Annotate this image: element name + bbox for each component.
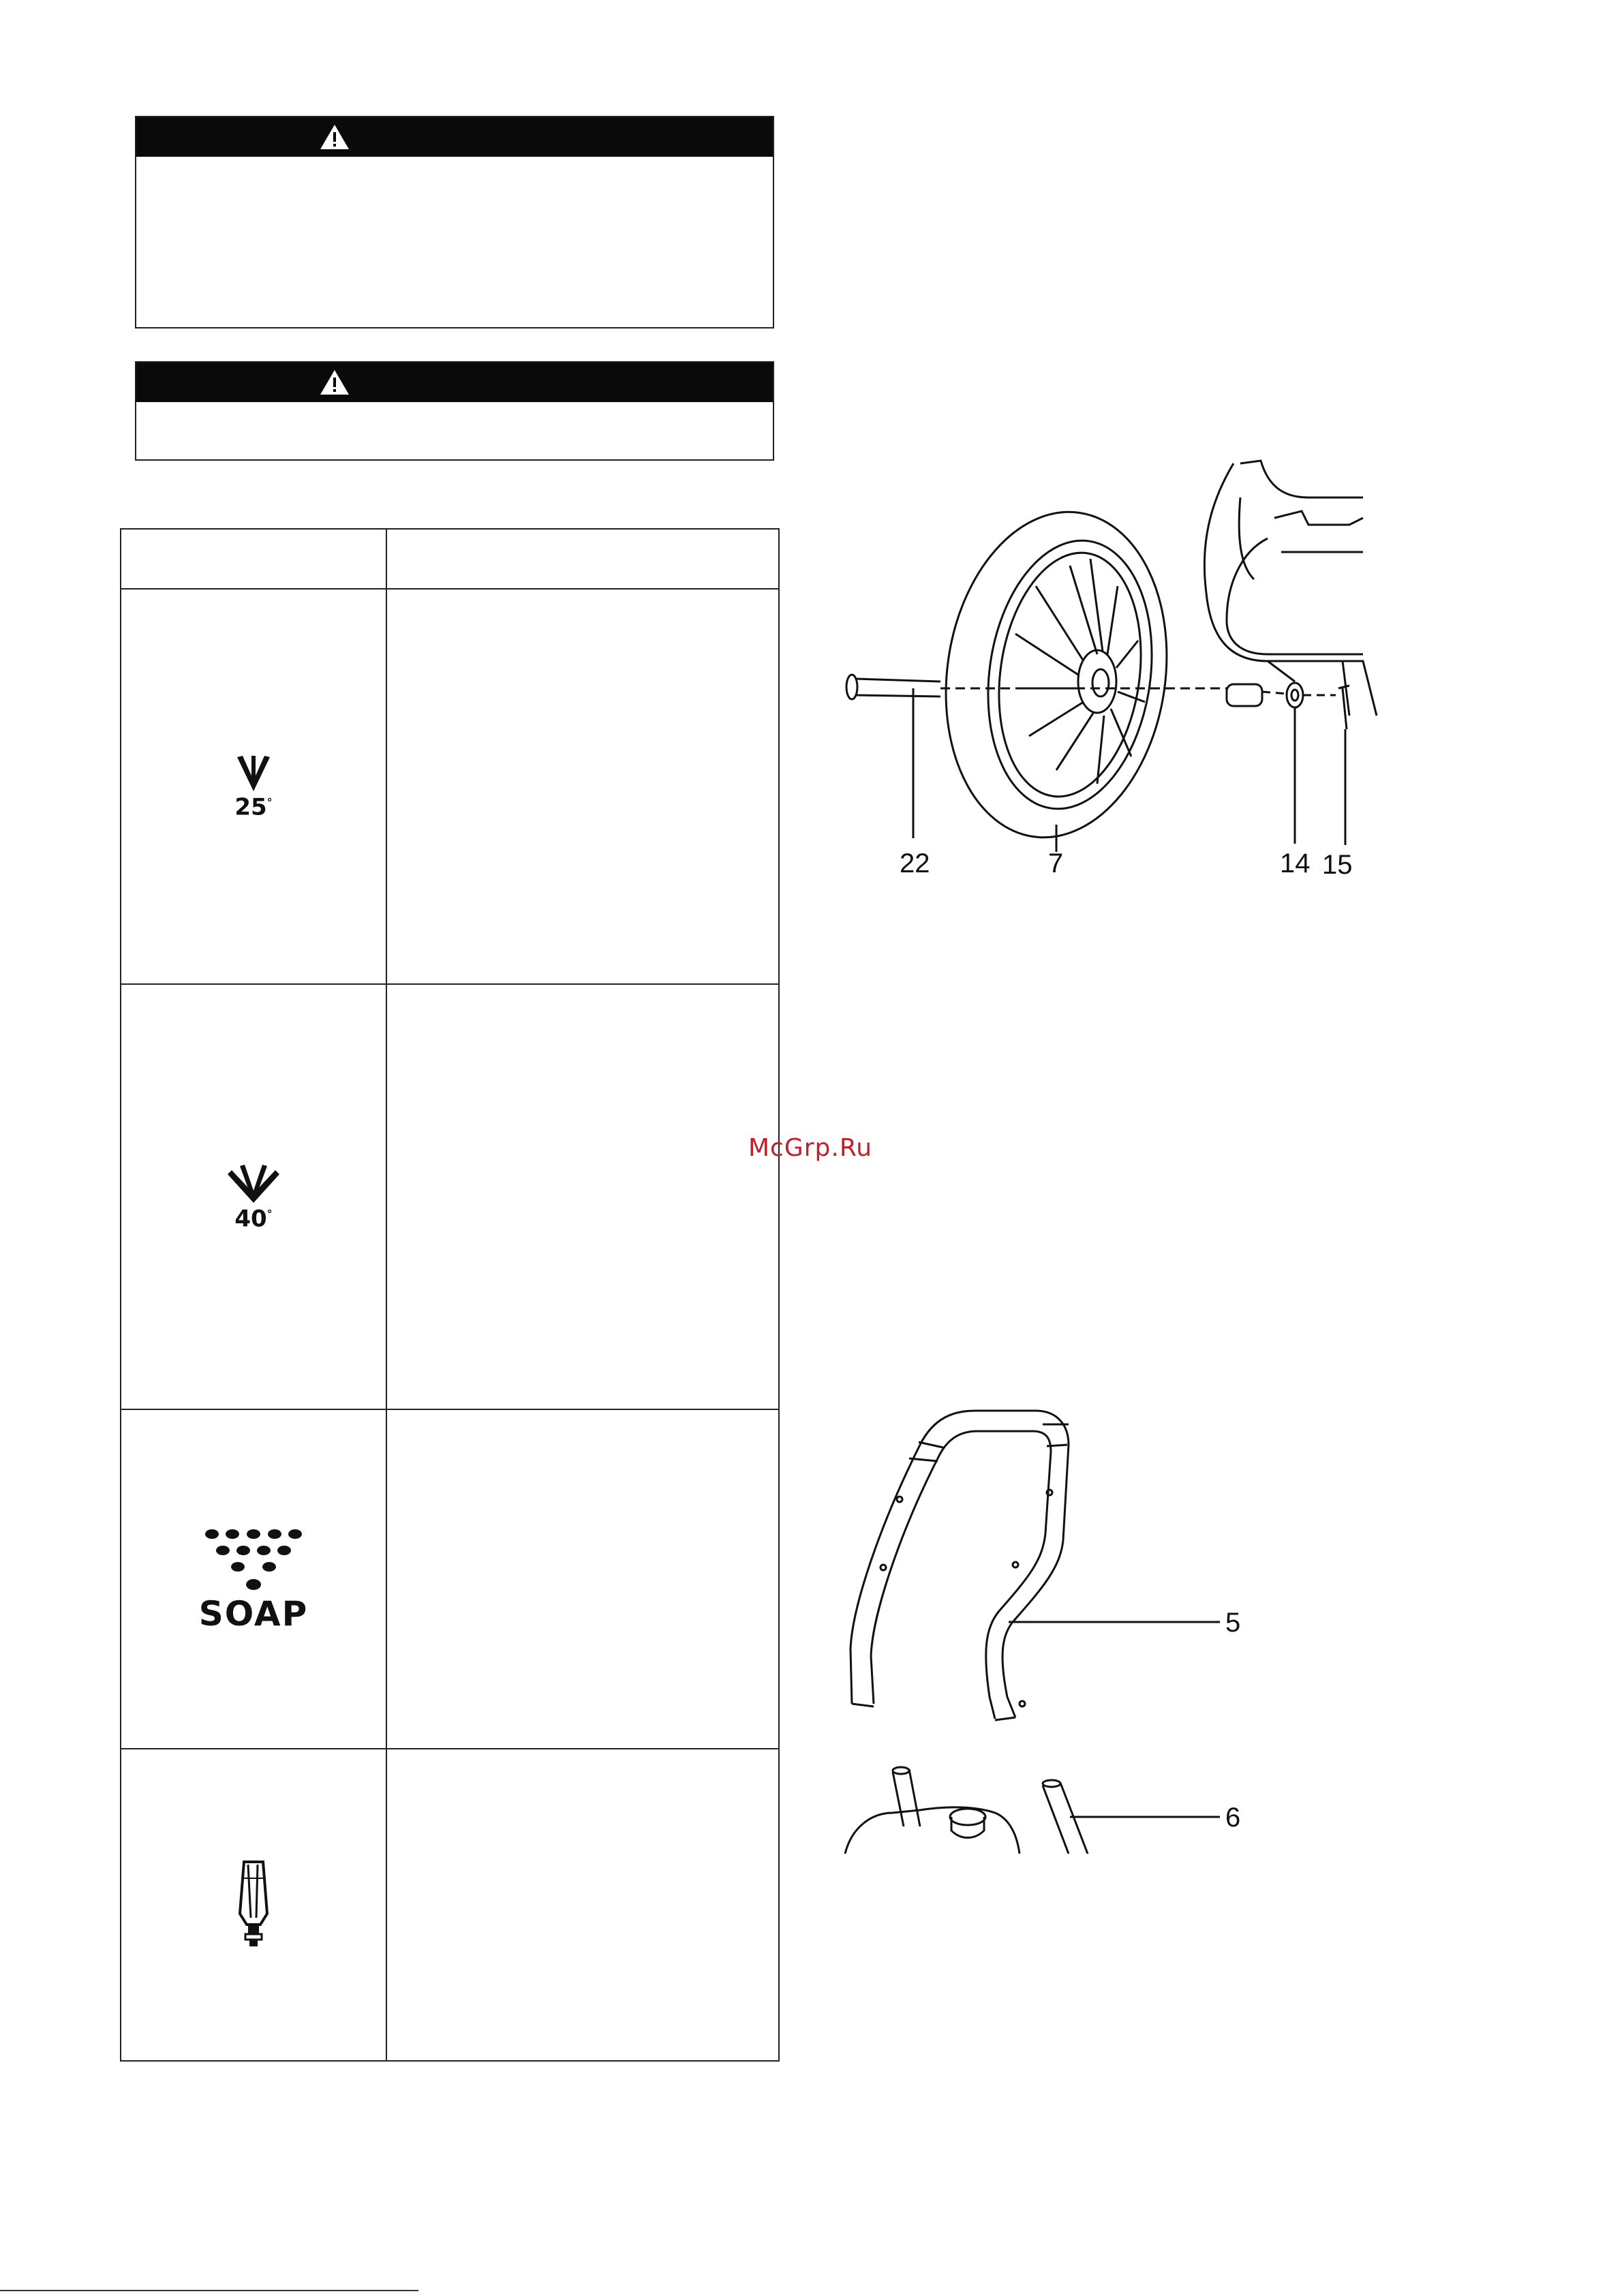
warning-box-1 xyxy=(135,116,774,328)
nozzle-table xyxy=(120,528,780,2062)
table-row xyxy=(121,984,779,1409)
soap-label: SOAP xyxy=(198,1594,309,1634)
description-cell xyxy=(386,1749,779,2061)
nozzle-icon-cell xyxy=(121,1749,386,2061)
warning-triangle-icon xyxy=(319,369,350,396)
table-row xyxy=(121,1409,779,1749)
wheel-assembly-diagram xyxy=(831,457,1390,893)
part-number-14: 14 xyxy=(1280,848,1311,878)
part-number-7: 7 xyxy=(1048,848,1064,878)
description-cell xyxy=(386,984,779,1409)
nozzle-icon-cell xyxy=(121,589,386,984)
part-number-22: 22 xyxy=(900,848,930,878)
table-header-cell xyxy=(121,529,386,589)
part-number-15: 15 xyxy=(1322,850,1353,880)
warning-triangle-icon xyxy=(319,123,350,151)
nozzle-icon-cell xyxy=(121,984,386,1409)
table-row xyxy=(121,589,779,984)
description-cell xyxy=(386,1409,779,1749)
nozzle-25-label: 25° xyxy=(234,793,273,821)
nozzle-40-label: 40° xyxy=(234,1205,273,1233)
warning-header-1 xyxy=(136,117,773,157)
nozzle-25-degree-icon xyxy=(233,754,274,793)
soap-nozzle-icon xyxy=(202,1527,305,1593)
table-row xyxy=(121,1749,779,2061)
warning-header-2 xyxy=(136,363,773,402)
nozzle-icon-cell xyxy=(121,1409,386,1749)
nozzle-40-degree-icon xyxy=(225,1163,282,1204)
watermark: McGrp.Ru xyxy=(748,1134,873,1162)
table-header-row xyxy=(121,529,779,589)
table-header-cell xyxy=(386,529,779,589)
turbo-nozzle-icon xyxy=(234,1859,273,1948)
warning-box-2 xyxy=(135,361,774,461)
description-cell xyxy=(386,589,779,984)
handle-assembly-diagram xyxy=(838,1404,1261,1854)
part-number-5: 5 xyxy=(1225,1608,1241,1638)
footer-rule xyxy=(0,2290,418,2291)
part-number-6: 6 xyxy=(1225,1803,1241,1833)
